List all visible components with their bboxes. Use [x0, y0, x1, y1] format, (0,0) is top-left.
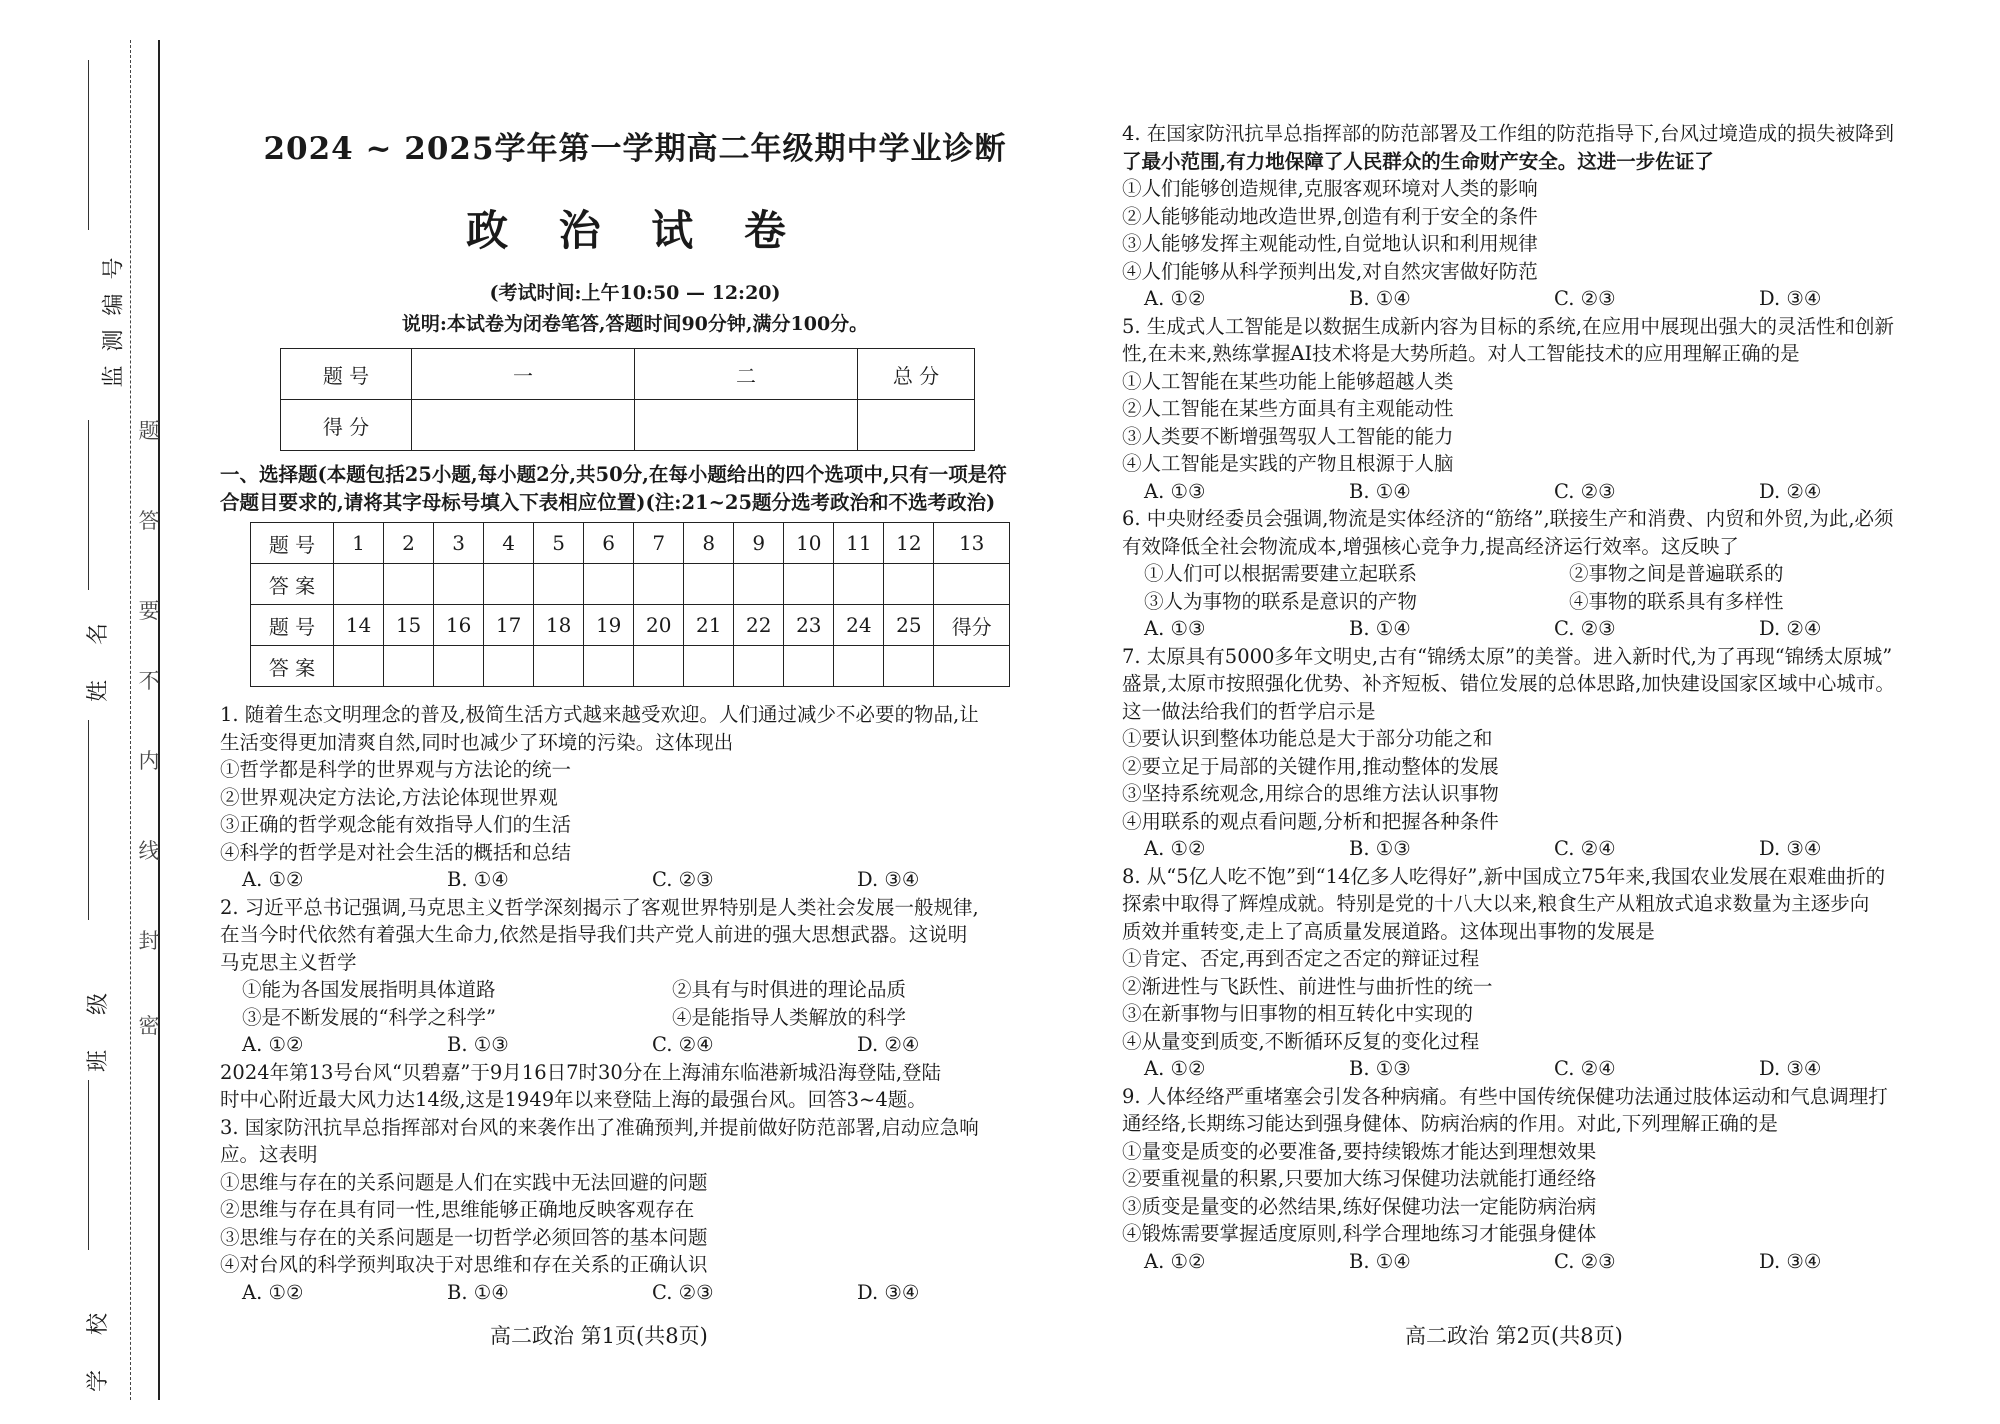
option[interactable]: A. ①② — [242, 1033, 304, 1056]
statement: ①人们能够创造规律,克服客观环境对人类的影响 — [1122, 177, 1538, 200]
question-6 — [1122, 505, 1922, 643]
statement: ④人们能够从科学预判出发,对自然灾害做好防范 — [1122, 259, 1538, 283]
statement: ③人能够发挥主观能动性,自觉地认识和利用规律 — [1122, 232, 1538, 255]
question-line: 这一做法给我们的哲学启示是 — [1122, 699, 1376, 723]
answer-cell[interactable] — [484, 646, 534, 687]
option[interactable]: D. ③④ — [1759, 1249, 1822, 1273]
passage — [220, 1059, 1050, 1114]
seal-char: 封 — [138, 929, 160, 953]
statement: ①人工智能在某些功能上能够超越人类 — [1122, 369, 1454, 393]
question-9 — [1122, 1083, 1922, 1276]
answer-cell[interactable] — [434, 646, 484, 687]
question-number-cell: 21 — [684, 605, 734, 646]
question-8 — [1122, 863, 1922, 1083]
passage-line: 2024年第13号台风“贝碧嘉”于9月16日7时30分在上海浦东临港新城沿海登陆,登陆 — [220, 1060, 942, 1084]
answer-row-label: 题 号 — [251, 605, 334, 646]
statement: ②渐进性与飞跃性、前进性与曲折性的统一 — [1122, 974, 1493, 998]
dashed-fold-line — [130, 40, 131, 1400]
question-line: 探索中取得了辉煌成就。特别是党的十八大以来,粮食生产从粗放式追求数量为主逐步向 — [1122, 892, 1870, 915]
statement: ②要重视量的积累,只要加大练习保健功法就能打通经络 — [1122, 1167, 1597, 1190]
answer-cell[interactable] — [434, 564, 484, 605]
option[interactable]: A. ①③ — [1144, 617, 1206, 640]
seal-char: 要 — [138, 599, 160, 623]
question-number-cell: 4 — [484, 523, 534, 564]
answer-row-label: 答 案 — [251, 646, 334, 687]
option[interactable]: C. ②④ — [1554, 1057, 1616, 1080]
seal-char: 题 — [138, 419, 160, 443]
answer-cell[interactable] — [634, 646, 684, 687]
score-table — [280, 348, 975, 451]
question-number-cell: 3 — [434, 523, 484, 564]
score-header: 总 分 — [858, 349, 975, 400]
options — [1122, 835, 1922, 863]
solid-cut-line — [158, 40, 160, 1400]
score-header: 题 号 — [281, 349, 412, 400]
question-number-cell: 13 — [934, 523, 1010, 564]
option[interactable]: B. ①④ — [1349, 617, 1411, 640]
statement: ②人能够能动地改造世界,创造有利于安全的条件 — [1122, 204, 1538, 228]
seal-char: 内 — [138, 749, 160, 773]
answer-cell[interactable] — [734, 564, 784, 605]
option[interactable]: A. ①② — [242, 868, 304, 891]
statement: ③质变是量变的必然结果,练好保健功法一定能防病治病 — [1122, 1194, 1597, 1218]
answer-cell[interactable] — [684, 564, 734, 605]
exam-time: (考试时间:上午10:50 — 12:20) — [489, 282, 781, 304]
answer-cell[interactable] — [884, 646, 934, 687]
statement: ②思维与存在具有同一性,思维能够正确地反映客观存在 — [220, 1198, 695, 1221]
score-header: 一 — [412, 349, 635, 400]
statement: ②人工智能在某些方面具有主观能动性 — [1122, 397, 1454, 420]
question-number-cell: 15 — [384, 605, 434, 646]
statement: ②事物之间是普遍联系的 — [1569, 562, 1784, 585]
statement: ③思维与存在的关系问题是一切哲学必须回答的基本问题 — [220, 1225, 708, 1249]
options — [1122, 1248, 1922, 1276]
question-number-cell: 16 — [434, 605, 484, 646]
question-line: 性,在未来,熟练掌握AI技术将是大势所趋。对人工智能技术的应用理解正确的是 — [1122, 342, 1800, 365]
question-number-cell: 23 — [784, 605, 834, 646]
question-line: 5. 生成式人工智能是以数据生成新内容为目标的系统,在应用中展现出强大的灵活性和创新 — [1122, 314, 1895, 338]
options — [1122, 615, 1922, 643]
answer-cell[interactable] — [834, 646, 884, 687]
option[interactable]: D. ③④ — [857, 868, 920, 891]
footer-left: 高二政治 第1页(共8页) — [490, 1324, 708, 1348]
statement: ①要认识到整体功能总是大于部分功能之和 — [1122, 727, 1493, 750]
question-line: 应。这表明 — [220, 1143, 318, 1166]
question-line: 3. 国家防汛抗旱总指挥部对台风的来袭作出了准确预判,并提前做好防范部署,启动应急响 — [220, 1115, 979, 1139]
option[interactable]: D. ③④ — [1759, 837, 1822, 860]
question-line: 马克思主义哲学 — [220, 950, 357, 974]
answer-cell[interactable] — [334, 646, 384, 687]
option[interactable]: A. ①② — [1144, 1057, 1206, 1080]
answer-table — [250, 522, 1010, 687]
question-number-cell: 2 — [384, 523, 434, 564]
statement: ③在新事物与旧事物的相互转化中实现的 — [1122, 1002, 1474, 1025]
question-line: 1. 随着生态文明理念的普及,极简生活方式越来越受欢迎。人们通过减少不必要的物品,让 — [220, 703, 979, 726]
question-number-cell: 9 — [734, 523, 784, 564]
seal-char: 不 — [138, 669, 160, 693]
question-7 — [1122, 643, 1922, 863]
answer-cell[interactable] — [484, 564, 534, 605]
question-number-cell: 1 — [334, 523, 384, 564]
question-number-cell: 11 — [834, 523, 884, 564]
question-number-cell: 22 — [734, 605, 784, 646]
label-name: 姓 名 — [86, 609, 111, 702]
options — [220, 1279, 1050, 1307]
question-number-cell: 19 — [584, 605, 634, 646]
question-number-cell: 12 — [884, 523, 934, 564]
answer-cell[interactable] — [784, 564, 834, 605]
question-line: 2. 习近平总书记强调,马克思主义哲学深刻揭示了客观世界特别是人类社会发展一般规律, — [220, 895, 979, 919]
option[interactable]: B. ①③ — [1349, 837, 1411, 860]
question-line: 8. 从“5亿人吃不饱”到“14亿多人吃得好”,新中国成立75年来,我国农业发展在艰难曲折的 — [1122, 864, 1886, 888]
subject-title: 政 治 试 卷 — [466, 206, 804, 255]
option[interactable]: D. ②④ — [857, 1033, 920, 1056]
answer-cell[interactable] — [884, 564, 934, 605]
question-number-cell: 18 — [534, 605, 584, 646]
question-number-cell: 17 — [484, 605, 534, 646]
exam-header: 2024 ~ 2025学年第一学期高二年级期中学业诊断 — [263, 131, 1007, 167]
option[interactable]: B. ①④ — [447, 1280, 509, 1304]
question-number-cell: 24 — [834, 605, 884, 646]
question-line: 盛景,太原市按照强化优势、补齐短板、错位发展的总体思路,加快建设国家区域中心城市。 — [1122, 672, 1895, 695]
option[interactable]: B. ①④ — [1349, 479, 1411, 503]
option[interactable]: C. ②④ — [652, 1033, 714, 1056]
question-5 — [1122, 313, 1922, 506]
answer-cell[interactable] — [634, 564, 684, 605]
statement: ③人为事物的联系是意识的产物 — [1144, 589, 1418, 613]
answer-cell[interactable] — [834, 564, 884, 605]
option[interactable]: C. ②③ — [1554, 287, 1616, 310]
question-line: 有效降低全社会物流成本,增强核心竞争力,提高经济运行效率。这反映了 — [1122, 534, 1739, 558]
option[interactable]: A. ①② — [1144, 287, 1206, 310]
statement: ④事物的联系具有多样性 — [1569, 589, 1784, 613]
label-id: 监测编号 — [101, 243, 127, 388]
question-4 — [1122, 120, 1922, 313]
statement: ④科学的哲学是对社会生活的概括和总结 — [220, 840, 572, 864]
statement: ④锻炼需要掌握适度原则,科学合理地练习才能强身健体 — [1122, 1222, 1597, 1245]
statement: ④对台风的科学预判取决于对思维和存在关系的正确认识 — [220, 1253, 708, 1276]
question-number-cell: 7 — [634, 523, 684, 564]
score-cell[interactable] — [412, 400, 635, 451]
answer-cell[interactable] — [334, 564, 384, 605]
statement: ④是能指导人类解放的科学 — [672, 1005, 907, 1029]
answer-cell[interactable] — [584, 564, 634, 605]
option[interactable]: A. ①③ — [1144, 479, 1206, 503]
statement: ①肯定、否定,再到否定之否定的辩证过程 — [1122, 947, 1480, 970]
answer-row-label: 题 号 — [251, 523, 334, 564]
footer-right: 高二政治 第2页(共8页) — [1405, 1324, 1623, 1348]
question-line: 通经络,长期练习能达到强身健体、防病治病的作用。对此,下列理解正确的是 — [1122, 1112, 1778, 1135]
statement: ①思维与存在的关系问题是人们在实践中无法回避的问题 — [220, 1170, 708, 1194]
question-line: 在当今时代依然有着强大生命力,依然是指导我们共产党人前进的强大思想武器。这说明 — [220, 923, 968, 946]
statement-pair — [220, 1004, 1050, 1032]
statement: ③是不断发展的“科学之科学” — [242, 1005, 496, 1029]
question-line: 4. 在国家防汛抗旱总指挥部的防范部署及工作组的防范指导下,台风过境造成的损失被降到 — [1122, 122, 1895, 145]
name-underline — [88, 420, 89, 590]
question-number-cell: 14 — [334, 605, 384, 646]
options — [220, 1031, 1050, 1059]
score-cell[interactable] — [635, 400, 858, 451]
class-underline — [88, 720, 89, 920]
left-page — [220, 105, 1050, 1306]
label-class: 班 级 — [86, 979, 111, 1072]
question-line: 6. 中央财经委员会强调,物流是实体经济的“筋络”,联接生产和消费、内贸和外贸,为此,必须 — [1122, 507, 1894, 530]
question-number-cell: 得分 — [934, 605, 1010, 646]
exam-note: 说明:本试卷为闭卷笔答,答题时间90分钟,满分100分。 — [401, 313, 869, 335]
statement: ①量变是质变的必要准备,要持续锻炼才能达到理想效果 — [1122, 1139, 1597, 1163]
score-header: 二 — [635, 349, 858, 400]
answer-cell[interactable] — [684, 646, 734, 687]
score-row-label: 得 分 — [281, 400, 412, 451]
label-school: 学 校 — [86, 1299, 111, 1392]
question-number-cell: 5 — [534, 523, 584, 564]
option[interactable]: C. ②③ — [652, 1280, 714, 1304]
option[interactable]: B. ①④ — [1349, 1249, 1411, 1273]
answer-cell[interactable] — [734, 646, 784, 687]
statement: ④用联系的观点看问题,分析和把握各种条件 — [1122, 809, 1499, 833]
statement: ②世界观决定方法论,方法论体现世界观 — [220, 785, 558, 809]
option[interactable]: D. ③④ — [1759, 287, 1822, 310]
answer-cell[interactable] — [534, 646, 584, 687]
answer-cell[interactable] — [534, 564, 584, 605]
answer-cell[interactable] — [934, 646, 1010, 687]
options — [1122, 285, 1922, 313]
option[interactable]: B. ①③ — [447, 1033, 509, 1056]
question-number-cell: 10 — [784, 523, 834, 564]
seal-char: 答 — [138, 509, 160, 533]
answer-cell[interactable] — [384, 564, 434, 605]
option[interactable]: C. ②③ — [1554, 479, 1616, 503]
statement: ①哲学都是科学的世界观与方法论的统一 — [220, 758, 572, 781]
options — [1122, 478, 1922, 506]
option[interactable]: D. ②④ — [1759, 617, 1822, 640]
right-page — [1122, 120, 1922, 1275]
statement: ①人们可以根据需要建立起联系 — [1144, 562, 1418, 585]
question-line: 9. 人体经络严重堵塞会引发各种病痛。有些中国传统保健功法通过肢体运动和气息调理打 — [1122, 1084, 1888, 1108]
question-3 — [220, 1114, 1050, 1307]
statement-pair — [1122, 560, 1922, 588]
options — [220, 866, 1050, 894]
section1-instr: 合题目要求的,请将其字母标号填入下表相应位置)(注:21~25题分选考政治和不选考政治) — [220, 490, 996, 514]
statement: ③人类要不断增强驾驭人工智能的能力 — [1122, 424, 1454, 448]
answer-row-label: 答 案 — [251, 564, 334, 605]
answer-cell[interactable] — [934, 564, 1010, 605]
option[interactable]: A. ①② — [242, 1280, 304, 1304]
option[interactable]: B. ①③ — [1349, 1057, 1411, 1080]
question-number-cell: 8 — [684, 523, 734, 564]
question-line: 质效并重转变,走上了高质量发展道路。这体现出事物的发展是 — [1122, 919, 1655, 943]
answer-cell[interactable] — [784, 646, 834, 687]
statement: ②具有与时俱进的理论品质 — [672, 978, 907, 1001]
option[interactable]: D. ②④ — [1759, 479, 1822, 503]
question-line: 了最小范围,有力地保障了人民群众的生命财产安全。这进一步佐证了 — [1122, 149, 1714, 173]
passage-line: 时中心附近最大风力达14级,这是1949年以来登陆上海的最强台风。回答3~4题。 — [220, 1088, 927, 1111]
option[interactable]: D. ③④ — [1759, 1057, 1822, 1080]
id-underline — [88, 60, 89, 230]
option[interactable]: B. ①④ — [1349, 287, 1411, 310]
question-2 — [220, 894, 1050, 1059]
statement: ③正确的哲学观念能有效指导人们的生活 — [220, 813, 572, 836]
option[interactable]: A. ①② — [1144, 837, 1206, 860]
answer-cell[interactable] — [384, 646, 434, 687]
section1-instr: 一、选择题(本题包括25小题,每小题2分,共50分,在每小题给出的四个选项中,只有一项是符 — [220, 463, 1007, 486]
option[interactable]: D. ③④ — [857, 1280, 920, 1304]
question-number-cell: 25 — [884, 605, 934, 646]
question-number-cell: 20 — [634, 605, 684, 646]
question-line: 生活变得更加清爽自然,同时也减少了环境的污染。这体现出 — [220, 730, 734, 754]
option[interactable]: B. ①④ — [447, 868, 509, 891]
seal-char: 线 — [138, 839, 160, 863]
statement: ③坚持系统观念,用综合的思维方法认识事物 — [1122, 782, 1499, 805]
school-underline — [88, 1080, 89, 1250]
statement: ②要立足于局部的关键作用,推动整体的发展 — [1122, 754, 1499, 778]
question-line: 7. 太原具有5000多年文明史,古有“锦绣太原”的美誉。进入新时代,为了再现“锦绣太原城” — [1122, 644, 1893, 668]
statement-pair — [220, 976, 1050, 1004]
option[interactable]: A. ①② — [1144, 1249, 1206, 1273]
statement: ④人工智能是实践的产物且根源于人脑 — [1122, 452, 1454, 475]
answer-cell[interactable] — [584, 646, 634, 687]
option[interactable]: C. ②③ — [1554, 1249, 1616, 1273]
option[interactable]: C. ②③ — [1554, 617, 1616, 640]
question-1 — [220, 701, 1050, 894]
statement-pair — [1122, 588, 1922, 616]
option[interactable]: C. ②③ — [652, 868, 714, 891]
statement: ①能为各国发展指明具体道路 — [242, 978, 496, 1001]
score-cell[interactable] — [858, 400, 975, 451]
binding-margin — [0, 0, 165, 1424]
seal-char: 密 — [138, 1014, 160, 1038]
question-number-cell: 6 — [584, 523, 634, 564]
option[interactable]: C. ②④ — [1554, 837, 1616, 860]
options — [1122, 1055, 1922, 1083]
statement: ④从量变到质变,不断循环反复的变化过程 — [1122, 1029, 1480, 1053]
